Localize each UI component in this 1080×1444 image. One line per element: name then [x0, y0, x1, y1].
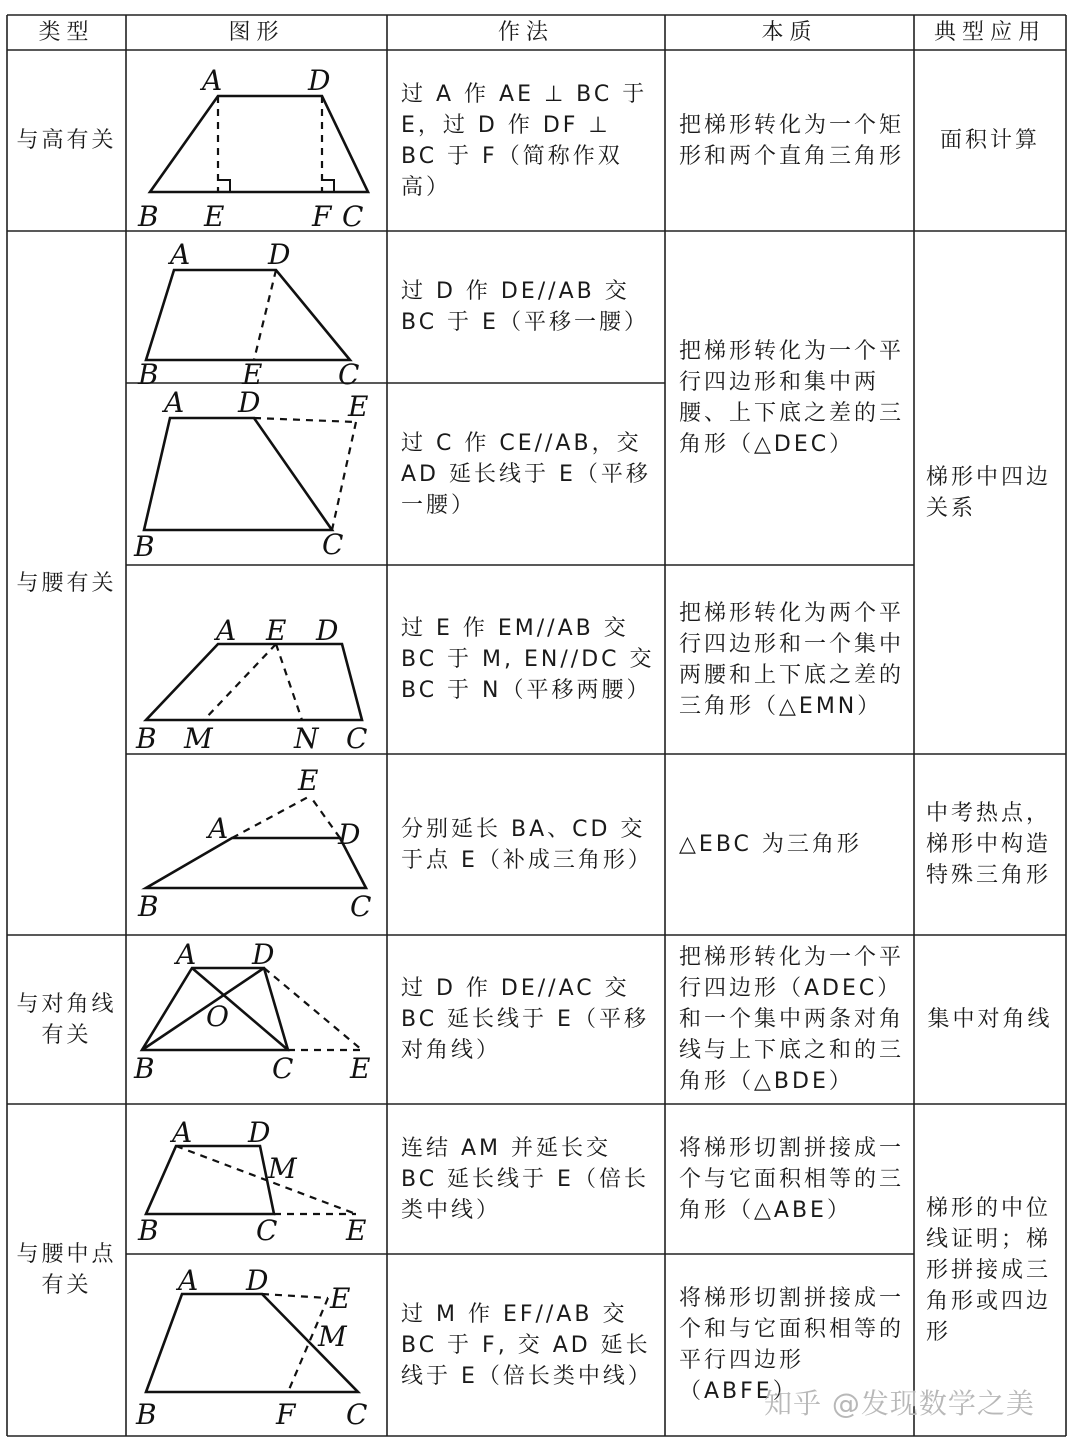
method-1: 过 A 作 AE ⊥ BC 于 E，过 D 作 DF ⊥ BC 于 F（简称作双高） — [401, 81, 648, 200]
right-angle-mark-e — [218, 180, 230, 192]
label-d: D — [246, 1264, 269, 1297]
type-leg-midpoint: 与腰中点有关 — [16, 1242, 117, 1298]
figure-translate-leg-inner — [137, 238, 359, 391]
label-a: A — [202, 64, 223, 97]
label-e: E — [348, 390, 369, 423]
figure-extend-to-triangle — [137, 764, 371, 923]
label-a: A — [178, 1264, 199, 1297]
right-angle-mark-f — [322, 180, 334, 192]
label-a: A — [170, 238, 191, 271]
label-e: E — [204, 200, 225, 233]
label-e: E — [350, 1052, 371, 1085]
essence-3: 把梯形转化为两个平行四边形和一个集中两腰和上下底之差的三角形（△EMN） — [679, 600, 905, 719]
label-d: D — [308, 64, 331, 97]
label-d: D — [268, 238, 291, 271]
method-5: 分别延长 BA、CD 交于点 E（补成三角形） — [401, 816, 653, 873]
type-diagonal: 与对角线有关 — [16, 991, 117, 1048]
method-2: 过 D 作 DE//AB 交 BC 于 E（平移一腰） — [401, 279, 649, 335]
application-5: 梯形的中位线证明；梯形拼接成三角形或四边形 — [926, 1195, 1052, 1345]
label-m: M — [184, 722, 213, 755]
label-n: N — [294, 722, 319, 755]
label-b: B — [134, 530, 155, 563]
label-c: C — [350, 890, 372, 923]
label-a: A — [172, 1116, 193, 1149]
figure-translate-diagonal — [133, 938, 370, 1085]
header-method: 作法 — [497, 20, 554, 45]
label-d: D — [316, 614, 339, 647]
label-c: C — [322, 528, 344, 561]
label-m: M — [268, 1152, 297, 1185]
trapezoid-abcd — [146, 1146, 274, 1214]
diagonal-bd — [142, 968, 264, 1050]
type-height: 与高有关 — [16, 128, 117, 153]
watermark: 知乎 @发现数学之美 — [764, 1387, 1035, 1420]
label-a: A — [216, 614, 237, 647]
label-m: M — [318, 1320, 347, 1353]
segment-de — [264, 968, 362, 1050]
extension-de — [310, 796, 340, 838]
label-o: O — [206, 1000, 229, 1033]
label-b: B — [136, 1398, 157, 1431]
header-figure: 图形 — [228, 20, 285, 45]
trapezoid-abcd — [146, 838, 366, 888]
trapezoid-abcd — [144, 418, 332, 530]
method-4: 过 E 作 EM//AB 交 BC 于 M, EN//DC 交 BC 于 N（平移两腰） — [401, 616, 655, 703]
label-b: B — [134, 1052, 155, 1085]
figure-translate-leg-outer — [133, 386, 368, 563]
application-4: 集中对角线 — [927, 1007, 1053, 1032]
label-a: A — [208, 812, 229, 845]
trapezoid-abcd — [146, 644, 362, 720]
label-b: B — [136, 722, 157, 755]
label-d: D — [252, 938, 275, 971]
label-e: E — [298, 764, 319, 797]
essence-6: 将梯形切割拼接成一个与它面积相等的三角形（△ABE） — [679, 1135, 905, 1223]
application-3: 中考热点，梯形中构造特殊三角形 — [926, 801, 1052, 888]
segment-en — [276, 644, 302, 720]
segment-de — [254, 270, 276, 360]
label-d: D — [248, 1116, 271, 1149]
label-e: E — [266, 614, 287, 647]
extension-de — [254, 418, 356, 422]
label-b: B — [138, 358, 159, 391]
segment-ae — [176, 1146, 356, 1214]
header-type: 类型 — [38, 20, 95, 45]
label-f: F — [276, 1398, 296, 1431]
label-e: E — [346, 1214, 367, 1247]
label-d: D — [338, 818, 361, 851]
label-c: C — [346, 1398, 368, 1431]
trapezoid-abcd — [146, 270, 350, 360]
application-1: 面积计算 — [939, 128, 1040, 153]
label-b: B — [138, 1214, 159, 1247]
method-6: 过 D 作 DE//AC 交 BC 延长线于 E（平移对角线） — [401, 976, 649, 1063]
essence-2: 把梯形转化为一个平行四边形和集中两腰、上下底之差的三角形（△DEC） — [679, 339, 905, 457]
method-8: 过 M 作 EF//AB 交 BC 于 F, 交 AD 延长线于 E（倍长类中线） — [401, 1301, 653, 1389]
method-7: 连结 AM 并延长交 BC 延长线于 E（倍长类中线） — [401, 1135, 649, 1223]
header-essence: 本质 — [761, 20, 818, 45]
label-c: C — [346, 722, 368, 755]
label-f: F — [312, 200, 332, 233]
figure-double-median-triangle — [137, 1116, 366, 1247]
label-e: E — [242, 358, 263, 391]
label-c: C — [338, 358, 360, 391]
segment-ce — [332, 422, 356, 530]
extension-ae — [232, 796, 310, 838]
header-application: 典型应用 — [933, 20, 1046, 45]
application-2: 梯形中四边关系 — [926, 464, 1052, 521]
essence-4: △EBC 为三角形 — [679, 832, 862, 857]
essence-5: 把梯形转化为一个平行四边形（ADEC）和一个集中两条对角线与上下底之和的三角形（△BDE） — [679, 945, 905, 1094]
label-c: C — [272, 1052, 294, 1085]
label-e: E — [330, 1282, 351, 1315]
label-d: D — [238, 386, 261, 419]
essence-7: 将梯形切割拼接成一个和与它面积相等的平行四边形（ABFE） — [679, 1286, 905, 1404]
label-a: A — [164, 386, 185, 419]
method-3: 过 C 作 CE//AB，交 AD 延长线于 E（平移一腰） — [401, 430, 651, 518]
label-c: C — [256, 1214, 278, 1247]
label-c: C — [342, 200, 364, 233]
figure-double-height — [137, 64, 368, 233]
trapezoid-abcd — [150, 96, 368, 192]
figure-translate-two-legs — [135, 614, 367, 755]
essence-1: 把梯形转化为一个矩形和两个直角三角形 — [679, 112, 905, 169]
segment-em — [204, 644, 276, 720]
extension-de — [262, 1294, 328, 1298]
label-b: B — [138, 890, 159, 923]
figure-double-median-parallelogram — [135, 1264, 367, 1431]
label-b: B — [138, 200, 159, 233]
label-a: A — [176, 938, 197, 971]
type-leg: 与腰有关 — [16, 570, 117, 596]
